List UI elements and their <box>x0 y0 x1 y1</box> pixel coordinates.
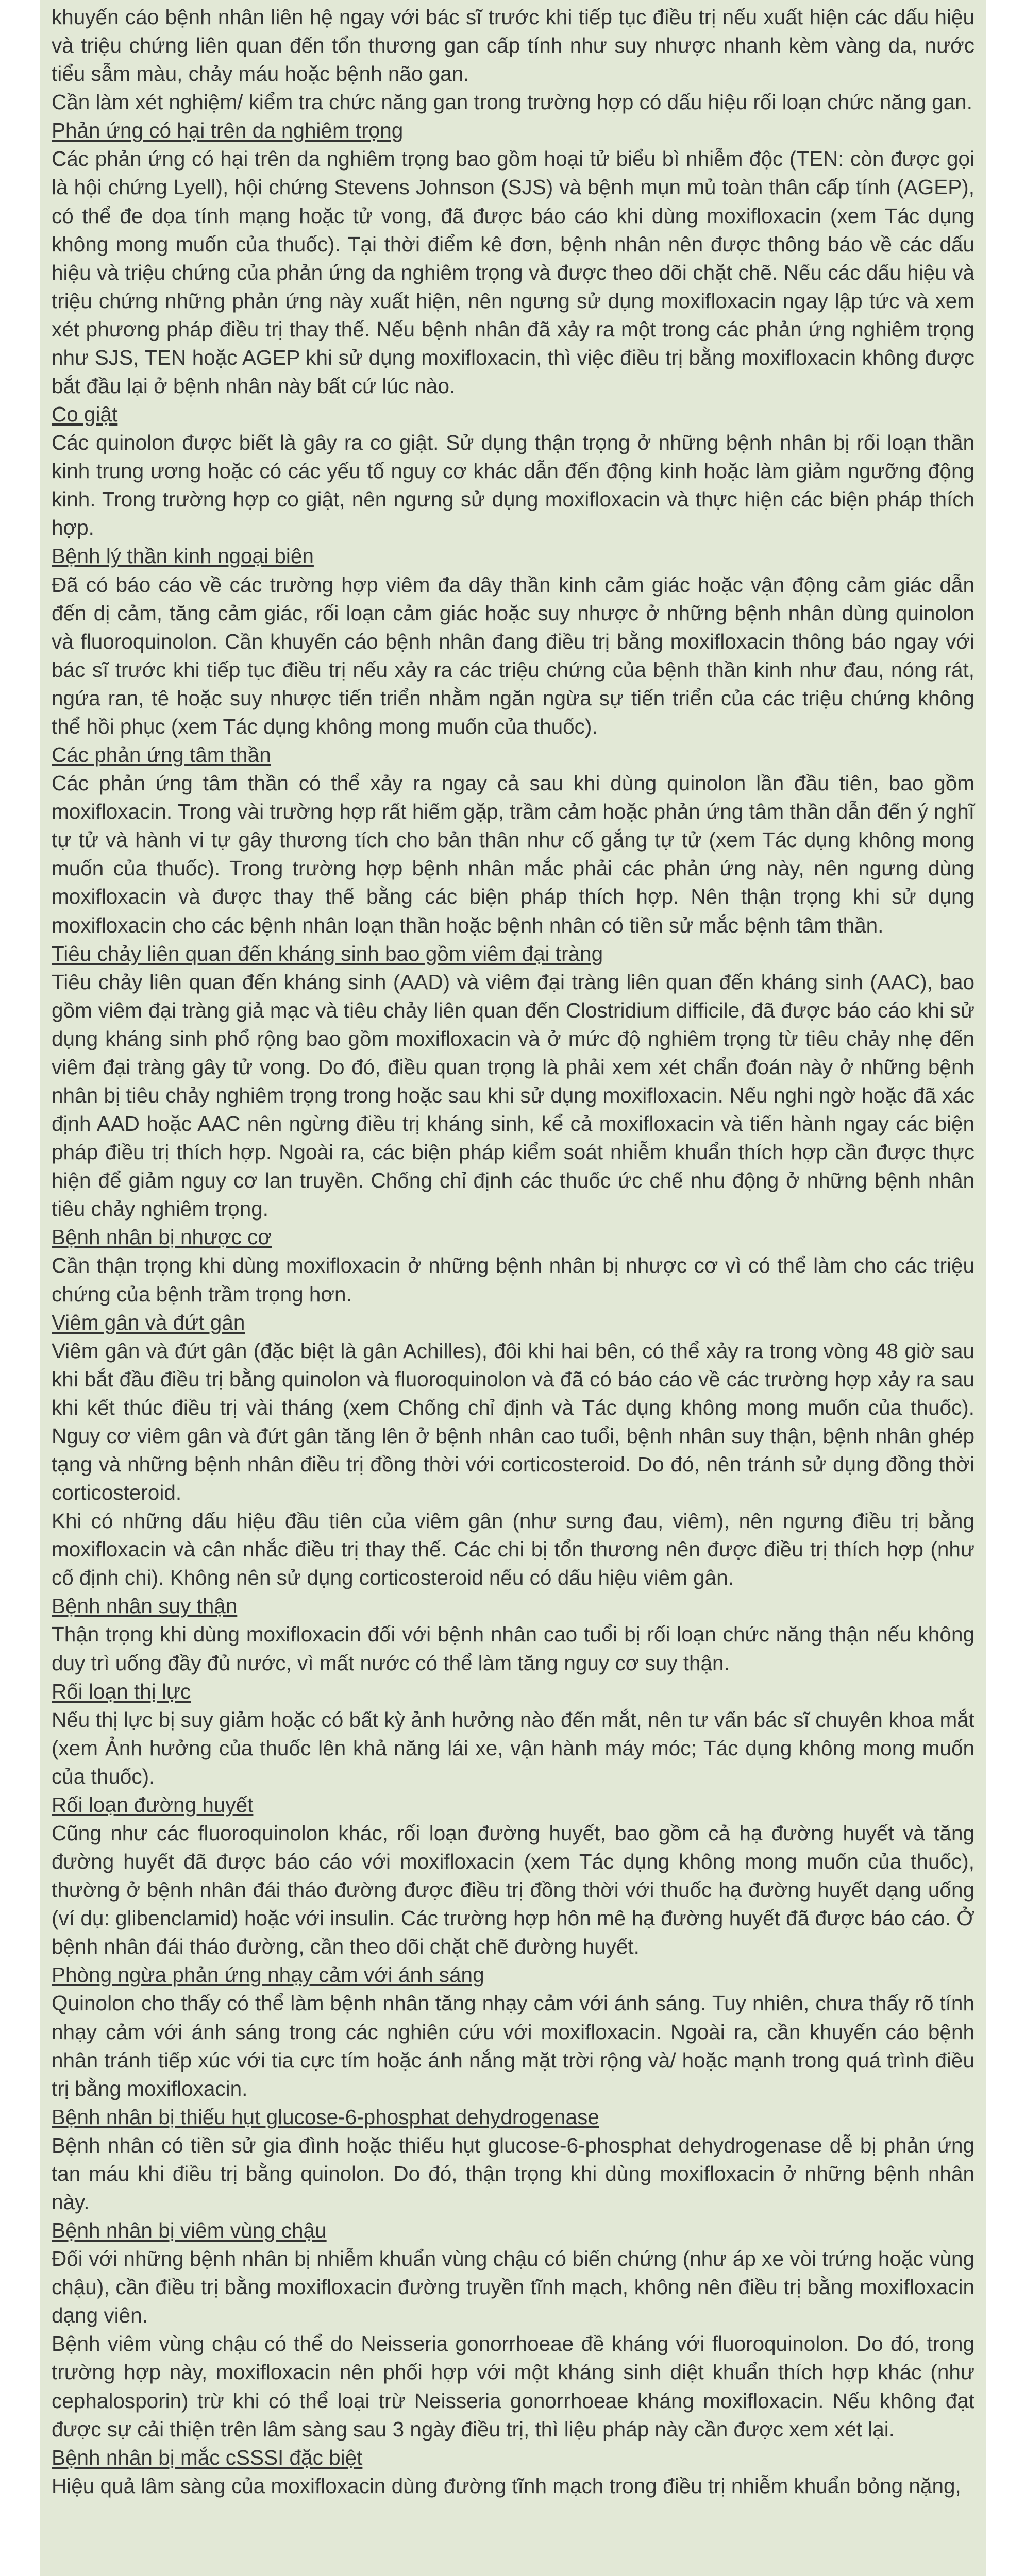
section-heading-renal-impairment: Bệnh nhân suy thận <box>52 1594 238 1618</box>
section-heading-cssi: Bệnh nhân bị mắc cSSSI đặc biệt <box>52 2445 363 2469</box>
section-heading-photosensitivity: Phòng ngừa phản ứng nhạy cảm với ánh sáng <box>52 1963 484 1987</box>
section-heading-antibiotic-diarrhea: Tiêu chảy liên quan đến kháng sinh bao gồm viêm đại tràng <box>52 941 603 965</box>
section-paragraph: Các quinolon được biết là gây ra co giật. Sử dụng thận trọng ở những bệnh nhân bị rối loạn thần kinh trung ương hoặc có các yếu tố nguy cơ khác dẫn đến động kinh hoặc làm giảm ngưỡng động kinh. Trong trường hợp co giật, nên ngưng sử dụng moxifloxacin và thực hiện các biện pháp thích hợp. <box>52 431 974 540</box>
section-heading-dysglycemia: Rối loạn đường huyết <box>52 1792 254 1817</box>
section-heading-pelvic-inflammatory: Bệnh nhân bị viêm vùng chậu <box>52 2218 327 2243</box>
section-paragraph: Khi có những dấu hiệu đầu tiên của viêm gân (như sưng đau, viêm), nên ngưng điều trị bằng moxifloxacin và cân nhắc điều trị thay thế. Các chi bị tổn thương nên được điều trị thích hợp (như cố định chi). Không nên sử dụng corticosteroid nếu có dấu hiệu viêm gân. <box>52 1509 974 1590</box>
section-paragraph: Viêm gân và đứt gân (đặc biệt là gân Achilles), đôi khi hai bên, có thể xảy ra trong vòng 48 giờ sau khi bắt đầu điều trị bằng quinolon và fluoroquinolon và đã có báo cáo về các trường hợp xảy ra sau khi kết thúc điều trị vài tháng (xem Chống chỉ định và Tác dụng không mong muốn của thuốc). Nguy cơ viêm gân và đứt gân tăng lên ở bệnh nhân cao tuổi, bệnh nhân suy thận, bệnh nhân ghép tạng và những bệnh nhân điều trị đồng thời với corticosteroid. Do đó, nên tránh sử dụng đồng thời corticosteroid. <box>52 1338 974 1505</box>
section-paragraph: Các phản ứng tâm thần có thể xảy ra ngay cả sau khi dùng quinolon lần đầu tiên, bao gồm moxifloxacin. Trong vài trường hợp rất hiếm gặp, trầm cảm hoặc phản ứng tâm thần dẫn đến ý nghĩ tự tử và hành vi tự gây thương tích cho bản thân như cố gắng tự tử (xem Tác dụng không mong muốn của thuốc). Trong trường hợp bệnh nhân mắc phải các phản ứng này, nên ngưng dùng moxifloxacin và được thay thế bằng các biện pháp thích hợp. Nên thận trọng khi sử dụng moxifloxacin cho các bệnh nhân loạn thần hoặc bệnh nhân có tiền sử mắc bệnh tâm thần. <box>52 771 974 937</box>
section-paragraph: Cần thận trọng khi dùng moxifloxacin ở những bệnh nhân bị nhược cơ vì có thể làm cho các triệu chứng của bệnh trầm trọng hơn. <box>52 1253 974 1306</box>
section-paragraph: Hiệu quả lâm sàng của moxifloxacin dùng đường tĩnh mạch trong điều trị nhiễm khuẩn bỏng nặng, <box>52 2473 961 2498</box>
section-heading-peripheral-neuropathy: Bệnh lý thần kinh ngoại biên <box>52 544 314 568</box>
section-paragraph: Quinolon cho thấy có thể làm bệnh nhân tăng nhạy cảm với ánh sáng. Tuy nhiên, chưa thấy rõ tính nhạy cảm với ánh sáng trong các nghiên cứu với moxifloxacin. Ngoài ra, cần khuyến cáo bệnh nhân tránh tiếp xúc với tia cực tím hoặc ánh nắng mặt trời rộng và/ hoặc mạnh trong quá trình điều trị bằng moxifloxacin. <box>52 1991 974 2100</box>
section-heading-g6pd-deficiency: Bệnh nhân bị thiếu hụt glucose-6-phosphat dehydrogenase <box>52 2105 599 2129</box>
section-paragraph: Cũng như các fluoroquinolon khác, rối loạn đường huyết, bao gồm cả hạ đường huyết và tăng đường huyết đã được báo cáo với moxifloxacin (xem Tác dụng không mong muốn của thuốc), thường ở bệnh nhân đái tháo đường được điều trị đồng thời với thuốc hạ đường huyết dạng uống (ví dụ: glibenclamid) hoặc với insulin. Các trường hợp hôn mê hạ đường huyết đã được báo cáo. Ở bệnh nhân đái tháo đường, cần theo dõi chặt chẽ đường huyết. <box>52 1821 974 1959</box>
section-heading-tendinitis: Viêm gân và đứt gân <box>52 1310 245 1334</box>
section-heading-myasthenia: Bệnh nhân bị nhược cơ <box>52 1225 272 1249</box>
section-paragraph: Tiêu chảy liên quan đến kháng sinh (AAD) và viêm đại tràng liên quan đến kháng sinh (AAC), bao gồm viêm đại tràng giả mạc và tiêu chảy liên quan đến Clostridium difficile, đã được báo cáo khi sử dụng kháng sinh phổ rộng bao gồm moxifloxacin và ở mức độ nghiêm trọng từ tiêu chảy nhẹ đến viêm đại tràng gây tử vong. Do đó, điều quan trọng là phải xem xét chẩn đoán này ở những bệnh nhân bị tiêu chảy nghiêm trọng trong hoặc sau khi sử dụng moxifloxacin. Nếu nghi ngờ hoặc đã xác định AAD hoặc AAC nên ngừng điều trị kháng sinh, kể cả moxifloxacin và tiến hành ngay các biện pháp điều trị thích hợp. Ngoài ra, các biện pháp kiểm soát nhiễm khuẩn thích hợp cần được thực hiện để giảm nguy cơ lan truyền. Chống chỉ định các thuốc ức chế nhu động ở những bệnh nhân tiêu chảy nghiêm trọng. <box>52 970 974 1221</box>
section-paragraph: Bệnh nhân có tiền sử gia đình hoặc thiếu hụt glucose-6-phosphat dehydrogenase dễ bị phản ứng tan máu khi điều trị bằng quinolon. Do đó, thận trọng khi dùng moxifloxacin ở những bệnh nhân này. <box>52 2133 974 2214</box>
section-paragraph: Đã có báo cáo về các trường hợp viêm đa dây thần kinh cảm giác hoặc vận động cảm giác dẫn đến dị cảm, tăng cảm giác, rối loạn cảm giác hoặc suy nhược ở những bệnh nhân dùng quinolon và fluoroquinolon. Cần khuyến cáo bệnh nhân đang điều trị bằng moxifloxacin thông báo ngay với bác sĩ trước khi tiếp tục điều trị nếu xảy ra các triệu chứng của bệnh thần kinh như đau, nóng rát, ngứa ran, tê hoặc suy nhược tiến triển nhằm ngăn ngừa sự tiến triển của các triệu chứng không thể hồi phục (xem Tác dụng không mong muốn của thuốc). <box>52 572 974 738</box>
section-paragraph: Bệnh viêm vùng chậu có thể do Neisseria gonorrhoeae đề kháng với fluoroquinolon. Do đó, trong trường hợp này, moxifloxacin nên phối hợp với một kháng sinh diệt khuẩn thích hợp khác (như cephalosporin) trừ khi có thể loại trừ Neisseria gonorrhoeae kháng moxifloxacin. Nếu không đạt được sự cải thiện trên lâm sàng sau 3 ngày điều trị, thì liệu pháp này cần được xem xét lại. <box>52 2332 974 2441</box>
section-heading-seizures: Co giật <box>52 402 118 427</box>
document-page <box>40 0 986 2576</box>
section-heading-severe-skin-reactions: Phản ứng có hại trên da nghiêm trọng <box>52 118 404 143</box>
document-content <box>52 3 974 2500</box>
section-heading-psychiatric-reactions: Các phản ứng tâm thần <box>52 743 271 767</box>
section-paragraph: Nếu thị lực bị suy giảm hoặc có bất kỳ ảnh hưởng nào đến mắt, nên tư vấn bác sĩ chuyên khoa mắt (xem Ảnh hưởng của thuốc lên khả năng lái xe, vận hành máy móc; Tác dụng không mong muốn của thuốc). <box>52 1707 974 1788</box>
section-paragraph: Đối với những bệnh nhân bị nhiễm khuẩn vùng chậu có biến chứng (như áp xe vòi trứng hoặc vùng chậu), cần điều trị bằng moxifloxacin đường truyền tĩnh mạch, không nên điều trị bằng moxifloxacin dạng viên. <box>52 2247 974 2328</box>
section-paragraph: Thận trọng khi dùng moxifloxacin đối với bệnh nhân cao tuổi bị rối loạn chức năng thận nếu không duy trì uống đầy đủ nước, vì mất nước có thể làm tăng nguy cơ suy thận. <box>52 1622 974 1675</box>
intro-paragraph-1: khuyến cáo bệnh nhân liên hệ ngay với bác sĩ trước khi tiếp tục điều trị nếu xuất hiện các dấu hiệu và triệu chứng liên quan đến tổn thương gan cấp tính như suy nhược nhanh kèm vàng da, nước tiểu sẫm màu, chảy máu hoặc bệnh não gan. <box>52 5 974 86</box>
section-heading-vision-disorders: Rối loạn thị lực <box>52 1679 191 1703</box>
section-paragraph: Các phản ứng có hại trên da nghiêm trọng bao gồm hoại tử biểu bì nhiễm độc (TEN: còn được gọi là hội chứng Lyell), hội chứng Stevens Johnson (SJS) và bệnh mụn mủ toàn thân cấp tính (AGEP), có thể đe dọa tính mạng hoặc tử vong, đã được báo cáo khi dùng moxifloxacin (xem Tác dụng không mong muốn của thuốc). Tại thời điểm kê đơn, bệnh nhân nên được thông báo về các dấu hiệu và triệu chứng của phản ứng da nghiêm trọng và được theo dõi chặt chẽ. Nếu các dấu hiệu và triệu chứng những phản ứng này xuất hiện, nên ngưng sử dụng moxifloxacin ngay lập tức và xem xét phương pháp điều trị thay thế. Nếu bệnh nhân đã xảy ra một trong các phản ứng nghiêm trọng như SJS, TEN hoặc AGEP khi sử dụng moxifloxacin, thì việc điều trị bằng moxifloxacin không được bắt đầu lại ở bệnh nhân này bất cứ lúc nào. <box>52 147 974 398</box>
intro-paragraph-2: Cần làm xét nghiệm/ kiểm tra chức năng gan trong trường hợp có dấu hiệu rối loạn chức năng gan. <box>52 90 972 114</box>
